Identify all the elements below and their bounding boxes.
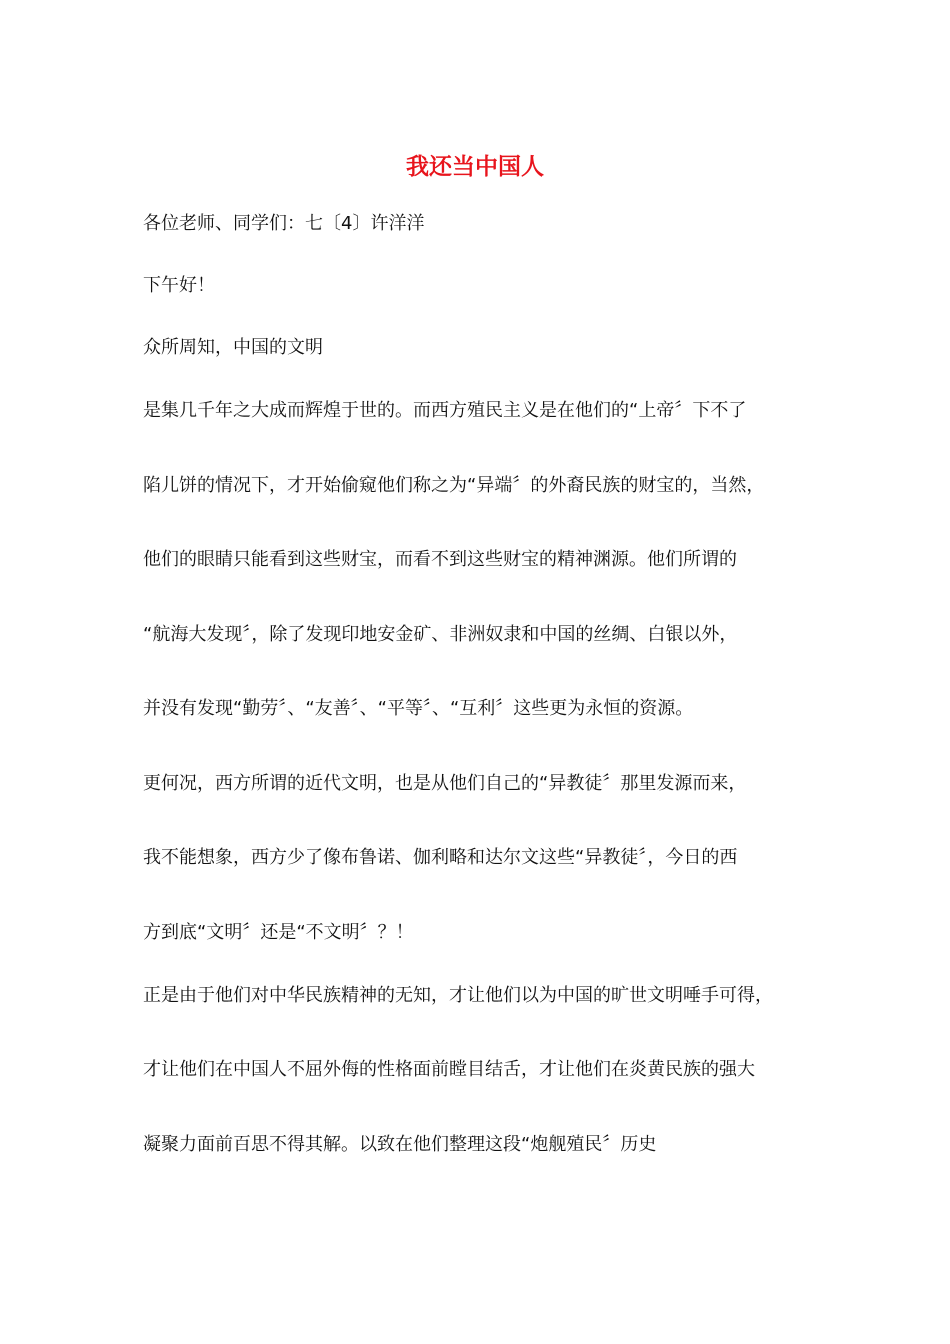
document-title: 我还当中国人	[406, 153, 544, 180]
body-line: 陷儿饼的情况下，才开始偷窥他们称之为“异端〞的外裔民族的财宝的，当然，	[143, 475, 765, 496]
greeting-line: 下午好！	[143, 275, 215, 296]
body-line: 是集几千年之大成而辉煌于世的。而西方殖民主义是在他们的“上帝〞下不了	[143, 400, 747, 421]
body-line: “航海大发现〞，除了发现印地安金矿、非洲奴隶和中国的丝绸、白银以外，	[143, 624, 738, 645]
body-line: 正是由于他们对中华民族精神的无知，才让他们以为中国的旷世文明唾手可得，	[143, 985, 773, 1006]
body-line: 他们的眼睛只能看到这些财宝，而看不到这些财宝的精神渊源。他们所谓的	[143, 549, 737, 570]
body-line: 并没有发现“勤劳〞、“友善〞、“平等〞、“互利〞这些更为永恒的资源。	[143, 698, 694, 719]
body-line: 凝聚力面前百思不得其解。以致在他们整理这段“炮舰殖民〞历史	[143, 1134, 657, 1155]
body-line: 众所周知，中国的文明	[143, 337, 323, 358]
salutation-line: 各位老师、同学们：七〔4〕许洋洋	[143, 213, 425, 234]
body-line: 更何况，西方所谓的近代文明，也是从他们自己的“异教徒〞那里发源而来，	[143, 773, 747, 794]
body-line: 我不能想象，西方少了像布鲁诺、伽利略和达尔文这些“异教徒〞，今日的西	[143, 847, 738, 868]
body-line: 才让他们在中国人不屈外侮的性格面前瞠目结舌，才让他们在炎黄民族的强大	[143, 1059, 755, 1080]
body-line: 方到底“文明〞还是“不文明〞？！	[143, 922, 414, 943]
